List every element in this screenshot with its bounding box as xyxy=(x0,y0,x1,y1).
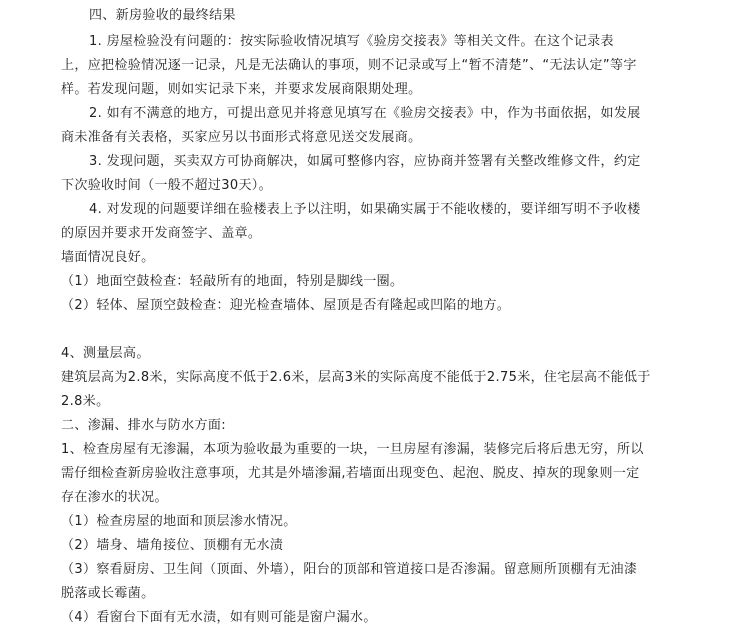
paragraph-line: 脱落或长霉菌。 xyxy=(61,586,155,601)
paragraph-line: 需仔细检查新房验收注意事项，尤其是外墙渗漏,若墙面出现变色、起泡、脱皮、掉灰的现象则一定 xyxy=(61,466,640,481)
paragraph-line: 1. 房屋检验没有问题的：按实际验收情况填写《验房交接表》等相关文件。在这个记录表 xyxy=(89,34,614,49)
paragraph-line: 样。若发现问题，则如实记录下来，并要求发展商限期处理。 xyxy=(61,82,422,97)
paragraph-line: 商未准备有关表格，买家应另以书面形式将意见送交发展商。 xyxy=(61,130,422,145)
paragraph-line: 1、检查房屋有无渗漏，本项为验收最为重要的一块，一旦房屋有渗漏，装修完后将后患无穷，所以 xyxy=(61,442,644,457)
paragraph-line: 3. 发现问题，买卖双方可协商解决，如属可整修内容，应协商并签署有关整改维修文件，约定 xyxy=(89,154,641,169)
paragraph-line: 建筑层高为2.8米，实际高度不低于2.6米，层高3米的实际高度不能低于2.75米，住宅层高不能低于 xyxy=(61,370,651,385)
section-heading: 四、新房验收的最终结果 xyxy=(89,8,236,23)
list-item: （1）地面空鼓检查：轻敲所有的地面，特别是脚线一圈。 xyxy=(61,274,404,289)
list-item: （3）察看厨房、卫生间（顶面、外墙），阳台的顶部和管道接口是否渗漏。留意厕所顶棚有无油漆 xyxy=(61,562,638,577)
paragraph-line: 下次验收时间（一般不超过30天）。 xyxy=(61,178,272,193)
list-item: （2）墙身、墙角接位、顶棚有无水渍 xyxy=(61,538,284,553)
section-heading: 二、渗漏、排水与防水方面: xyxy=(61,418,226,433)
paragraph-line: 墙面情况良好。 xyxy=(61,250,155,265)
section-heading: 4、测量层高。 xyxy=(61,346,150,361)
paragraph-line: 2.8米。 xyxy=(61,394,110,409)
paragraph-line: 的原因并要求开发商签字、盖章。 xyxy=(61,226,262,241)
list-item: （4）看窗台下面有无水渍，如有则可能是窗户漏水。 xyxy=(61,610,377,625)
list-item: （2）轻体、屋顶空鼓检查：迎光检查墙体、屋顶是否有隆起或凹陷的地方。 xyxy=(61,298,511,313)
list-item: （1）检查房屋的地面和顶层渗水情况。 xyxy=(61,514,297,529)
paragraph-line: 存在渗水的状况。 xyxy=(61,490,168,505)
paragraph-line: 4. 对发现的问题要详细在验楼表上予以注明，如果确实属于不能收楼的，要详细写明不予收楼 xyxy=(89,202,641,217)
paragraph-line: 2. 如有不满意的地方，可提出意见并将意见填写在《验房交接表》中，作为书面依据，如发展 xyxy=(89,106,641,121)
paragraph-line: 上，应把检验情况逐一记录，凡是无法确认的事项，则不记录或写上“暂不清楚”、“无法认定”等字 xyxy=(61,58,637,73)
